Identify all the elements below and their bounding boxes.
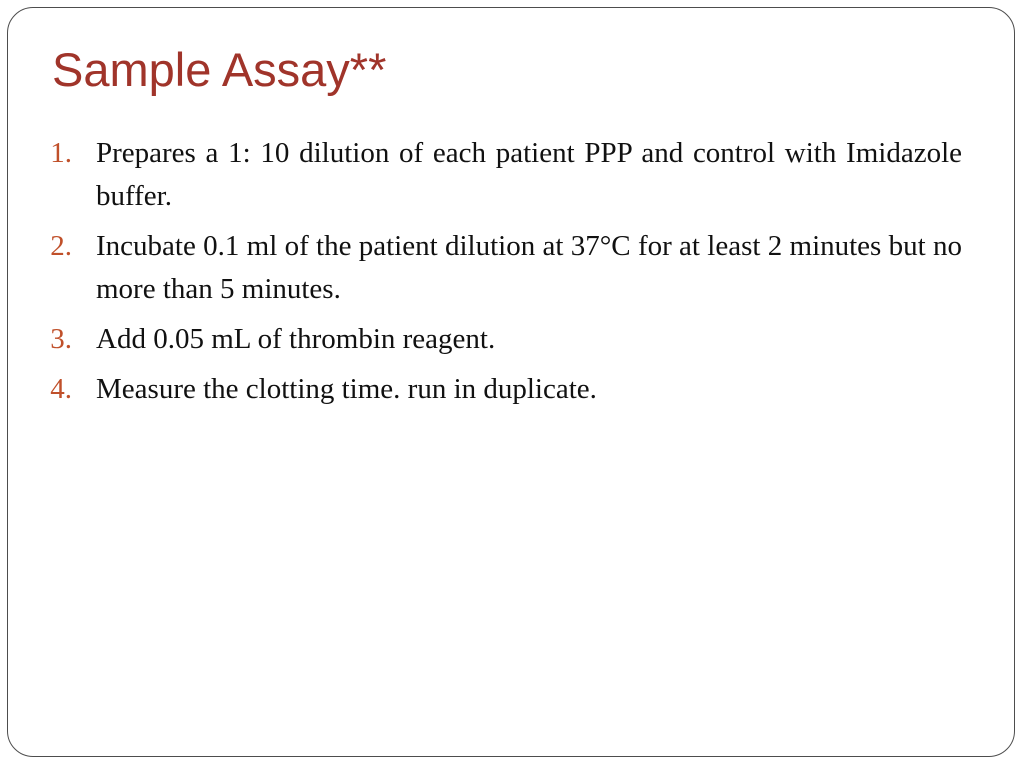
step-number: 3.: [50, 323, 72, 355]
step-text: Prepares a 1: 10 dilution of each patient PPP and control with Imidazole buffer.: [96, 137, 962, 212]
step-text: Measure the clotting time. run in duplicate.: [96, 373, 597, 405]
step-text: Add 0.05 mL of thrombin reagent.: [96, 323, 496, 355]
step-item-2: [38, 225, 962, 311]
step-text: Incubate 0.1 ml of the patient dilution at 37°C for at least 2 minutes but no more than 5 minutes.: [96, 230, 962, 305]
steps-list: [38, 132, 962, 411]
step-number: 2.: [50, 230, 72, 262]
step-item-4: [38, 368, 962, 411]
step-item-3: [38, 318, 962, 361]
step-item-1: [38, 132, 962, 218]
step-number: 1.: [50, 137, 72, 169]
step-number: 4.: [50, 373, 72, 405]
slide-title: Sample Assay**: [52, 43, 387, 96]
